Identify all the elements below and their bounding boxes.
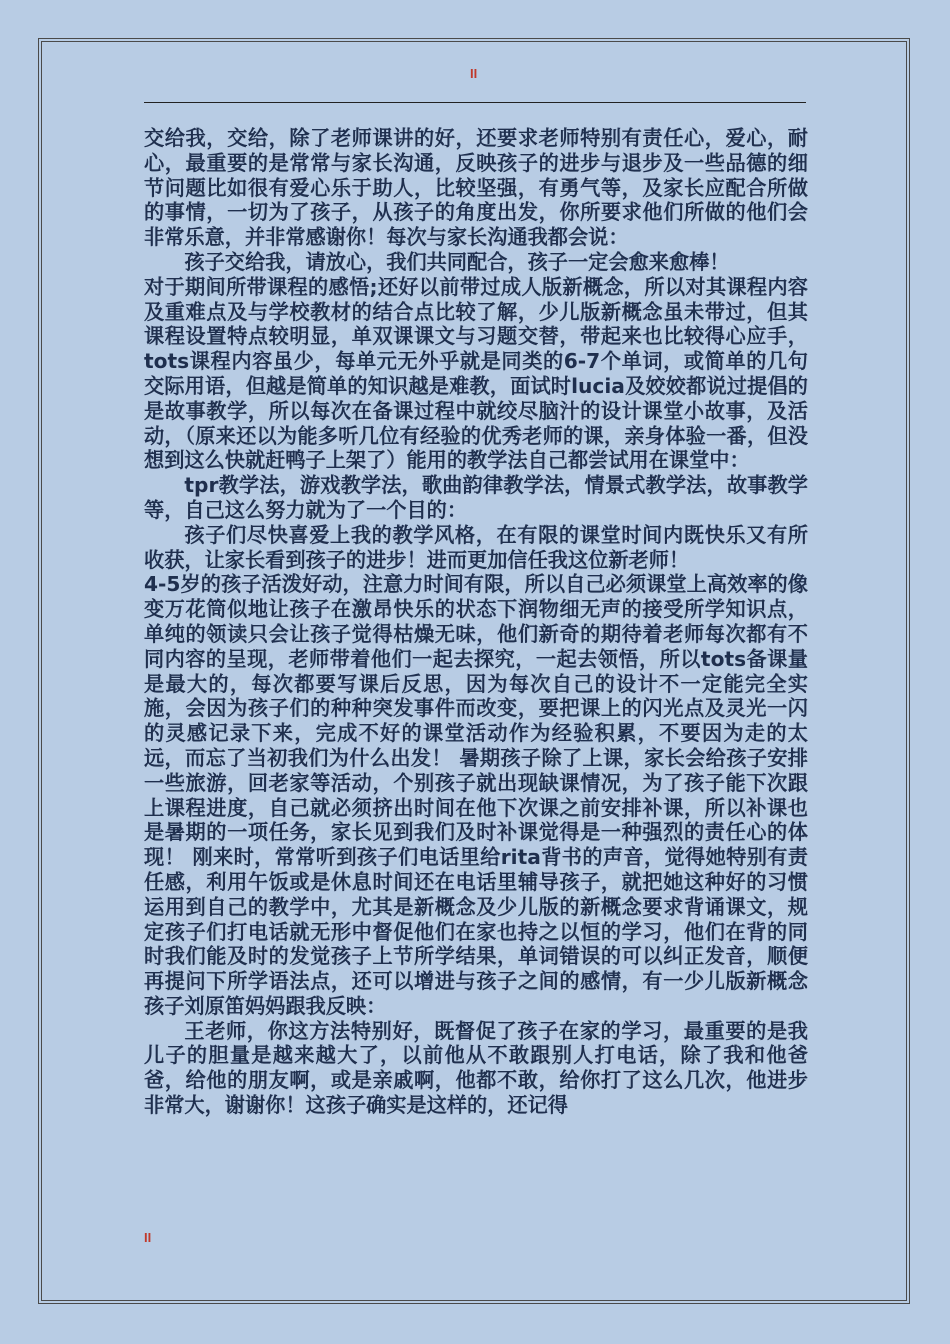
paragraph: 4-5岁的孩子活泼好动，注意力时间有限，所以自己必须课堂上高效率的像变万花筒似地让孩子在激昂快乐的状态下润物细无声的接受所学知识点，单纯的领读只会让孩子觉得枯燥无味，他们新奇的期待着老师每次都有不同内容的呈现，老师带着他们一起去探究，一起去领悟，所以tots备课量是最大的，每次都要写课后反思，因为每次自己的设计不一定能完全实施，会因为孩子们的种种突发事件而改变，要把课上的闪光点及灵光一闪的灵感记录下来，完成不好的课堂活动作为经验积累，不要因为走的太远，而忘了当初我们为什么出发！ 暑期孩子除了上课，家长会给孩子安排一些旅游，回老家等活动，个别孩子就出现缺课情况，为了孩子能下次跟上课程进度，自己就必须挤出时间在他下次课之前安排补课，所以补课也是暑期的一项任务，家长见到我们及时补课觉得是一种强烈的责任心的体现！ 刚来时，常常听到孩子们电话里给rita背书的声音，觉得她特别有责任感，利用午饭或是休息时间还在电话里辅导孩子，就把她这种好的习惯运用到自己的教学中，尤其是新概念及少儿版的新概念要求背诵课文，规定孩子们打电话就无形中督促他们在家也持之以恒的学习，他们在背的同时我们能及时的发觉孩子上节所学结果，单词错误的可以纠正发音，顺便再提问下所学语法点，还可以增进与孩子之间的感情，有一少儿版新概念孩子刘原笛妈妈跟我反映： [144,572,808,1018]
header-divider [144,102,806,103]
paragraph: tpr教学法，游戏教学法，歌曲韵律教学法，情景式教学法，故事教学等，自己这么努力就为了一个目的： [144,473,808,522]
paragraph: 王老师，你这方法特别好，既督促了孩子在家的学习，最重要的是我儿子的胆量是越来越大了，以前他从不敢跟别人打电话，除了我和他爸爸，给他的朋友啊，或是亲戚啊，他都不敢，给你打了这么几次，他进步非常大，谢谢你！这孩子确实是这样的，还记得 [144,1018,808,1118]
paragraph: 孩子交给我，请放心，我们共同配合，孩子一定会愈来愈棒！ [184,249,730,274]
header-page-mark: II [470,66,478,81]
paragraph: 孩子们尽快喜爱上我的教学风格，在有限的课堂时间内既快乐又有所收获，让家长看到孩子的进步！进而更加信任我这位新老师！ [144,522,808,572]
footer-page-mark: II [144,1230,152,1245]
document-body [144,126,808,1118]
paragraph: 交给我，交给，除了老师课讲的好，还要求老师特别有责任心，爱心，耐心，最重要的是常常与家长沟通，反映孩子的进步与退步及一些品德的细节问题比如很有爱心乐于助人，比较坚强，有勇气等，及家长应配合所做的事情，一切为了孩子，从孩子的角度出发，你所要求他们所做的他们会非常乐意，并非常感谢你！每次与家长沟通我都会说： [144,126,808,250]
paragraph: 对于期间所带课程的感悟;还好以前带过成人版新概念，所以对其课程内容及重难点及与学校教材的结合点比较了解，少儿版新概念虽未带过，但其课程设置特点较明显，单双课课文与习题交替，带起来也比较得心应手，tots课程内容虽少，每单元无外乎就是同类的6-7个单词，或简单的几句交际用语，但越是简单的知识越是难教，面试时lucia及姣姣都说过提倡的是故事教学，所以每次在备课过程中就绞尽脑汁的设计课堂小故事，及活动，（原来还以为能多听几位有经验的优秀老师的课，亲身体验一番，但没想到这么快就赶鸭子上架了）能用的教学法自己都尝试用在课堂中： [144,274,808,473]
